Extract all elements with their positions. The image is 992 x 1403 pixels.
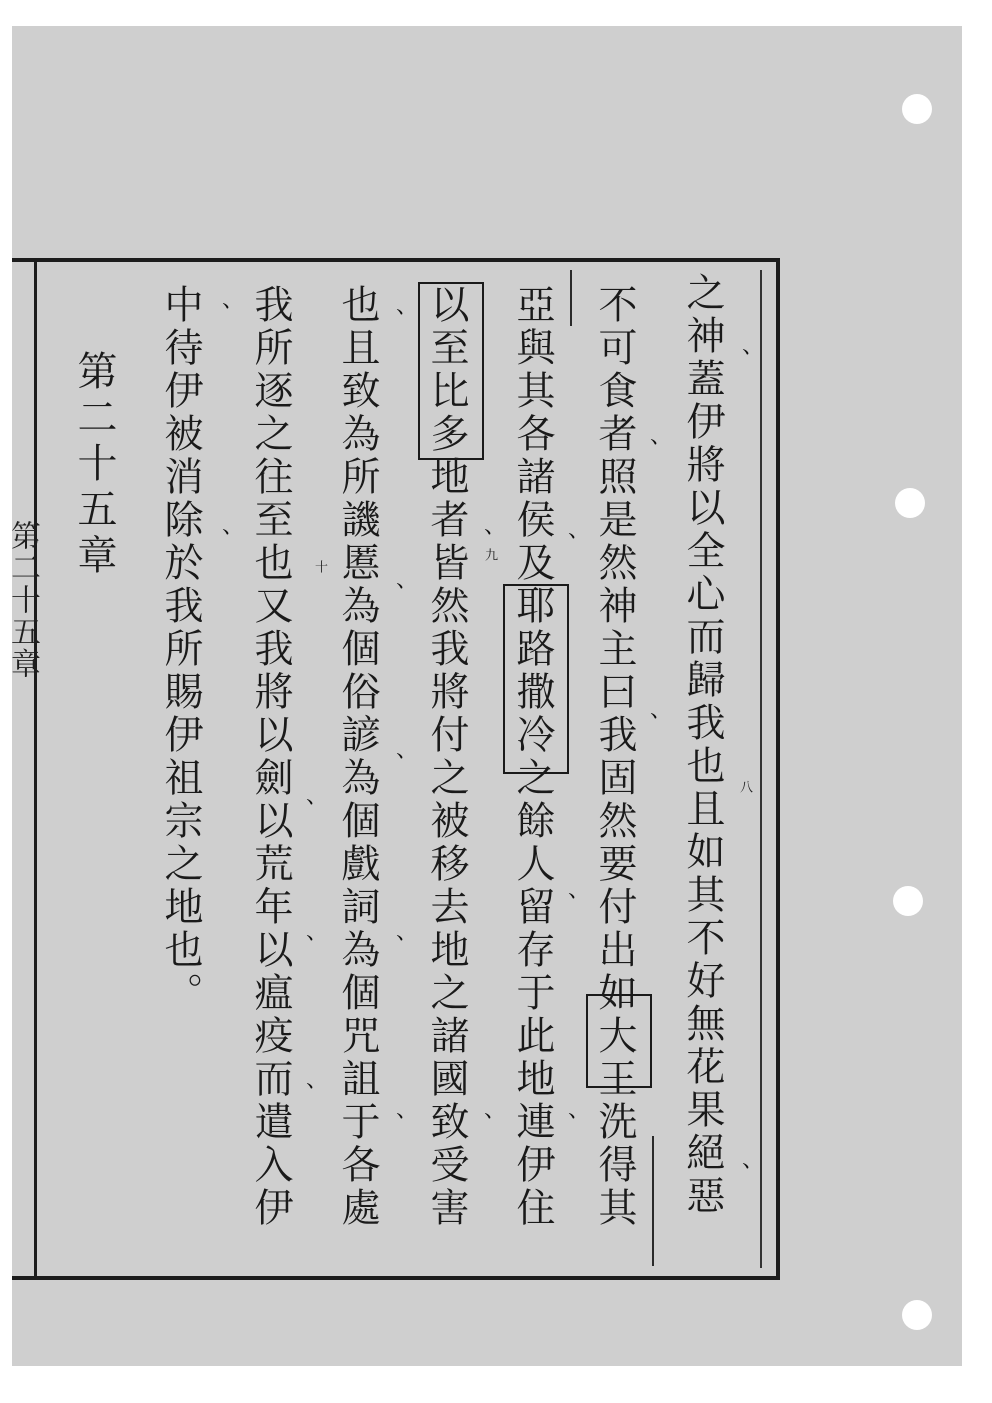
text-column-2: 不可食者照是然神主曰我固然要付出如大王洗得其 <box>592 284 637 1230</box>
punct-mark: 、 <box>568 518 591 543</box>
punct-mark: 、 <box>222 514 245 539</box>
text-column-3: 亞與其各諸侯及耶路撒冷之餘人留存于此地連伊住 <box>510 284 555 1230</box>
page-gutter-rule <box>34 262 37 1276</box>
punct-mark: 、 <box>650 698 673 723</box>
punct-mark: 、 <box>396 920 419 945</box>
punct-mark: 、 <box>396 738 419 763</box>
punct-mark: 、 <box>484 514 507 539</box>
text-column-6: 我所逐之往至也又我將以劍以荒年以瘟疫而遣入伊 <box>248 284 293 1230</box>
punct-mark: 、 <box>306 920 329 945</box>
punct-mark: 、 <box>742 1148 765 1173</box>
punct-mark: 、 <box>742 334 765 359</box>
text-column-1: 之神蓋伊將以全心而歸我也且如其不好無花果絕惡 <box>680 272 725 1218</box>
verse-note-10: 十 <box>312 560 327 574</box>
punct-mark: 、 <box>396 568 419 593</box>
name-box-yi-zhi-bi-duo <box>418 282 484 460</box>
punct-mark: 、 <box>396 294 419 319</box>
name-box-jerusalem <box>503 584 569 774</box>
text-frame <box>12 258 780 1280</box>
gutter-chapter-label: 第二十五章 <box>5 520 40 680</box>
punct-mark: 、 <box>222 288 245 313</box>
punct-mark: 、 <box>650 424 673 449</box>
punct-mark: 、 <box>306 1068 329 1093</box>
verse-note-8: 八 <box>737 780 752 794</box>
text-column-4: 以至比多地者皆然我將付之被移去地之諸國致受害 <box>424 284 469 1230</box>
text-column-7: 中待伊被消除於我所賜伊祖宗之地也。 <box>158 284 203 1015</box>
frame-inner-rule <box>760 270 762 1268</box>
binder-hole-1 <box>902 94 932 124</box>
chapter-heading: 第二十五章 <box>71 350 117 580</box>
punct-mark: 、 <box>484 1098 507 1123</box>
name-box-ru-da <box>586 994 652 1088</box>
punct-mark: 、 <box>568 878 591 903</box>
punct-mark: 、 <box>396 1098 419 1123</box>
binder-hole-3 <box>893 886 923 916</box>
binder-hole-4 <box>902 1300 932 1330</box>
name-mark-line-1 <box>570 270 572 326</box>
punct-mark: 、 <box>568 1098 591 1123</box>
text-column-5: 也且致為所譏慝為個俗諺為個戲詞為個咒詛于各處 <box>335 284 380 1230</box>
name-mark-line-2 <box>652 1136 654 1266</box>
punct-mark: 、 <box>306 784 329 809</box>
binder-hole-2 <box>895 488 925 518</box>
verse-note-9: 九 <box>482 548 497 562</box>
